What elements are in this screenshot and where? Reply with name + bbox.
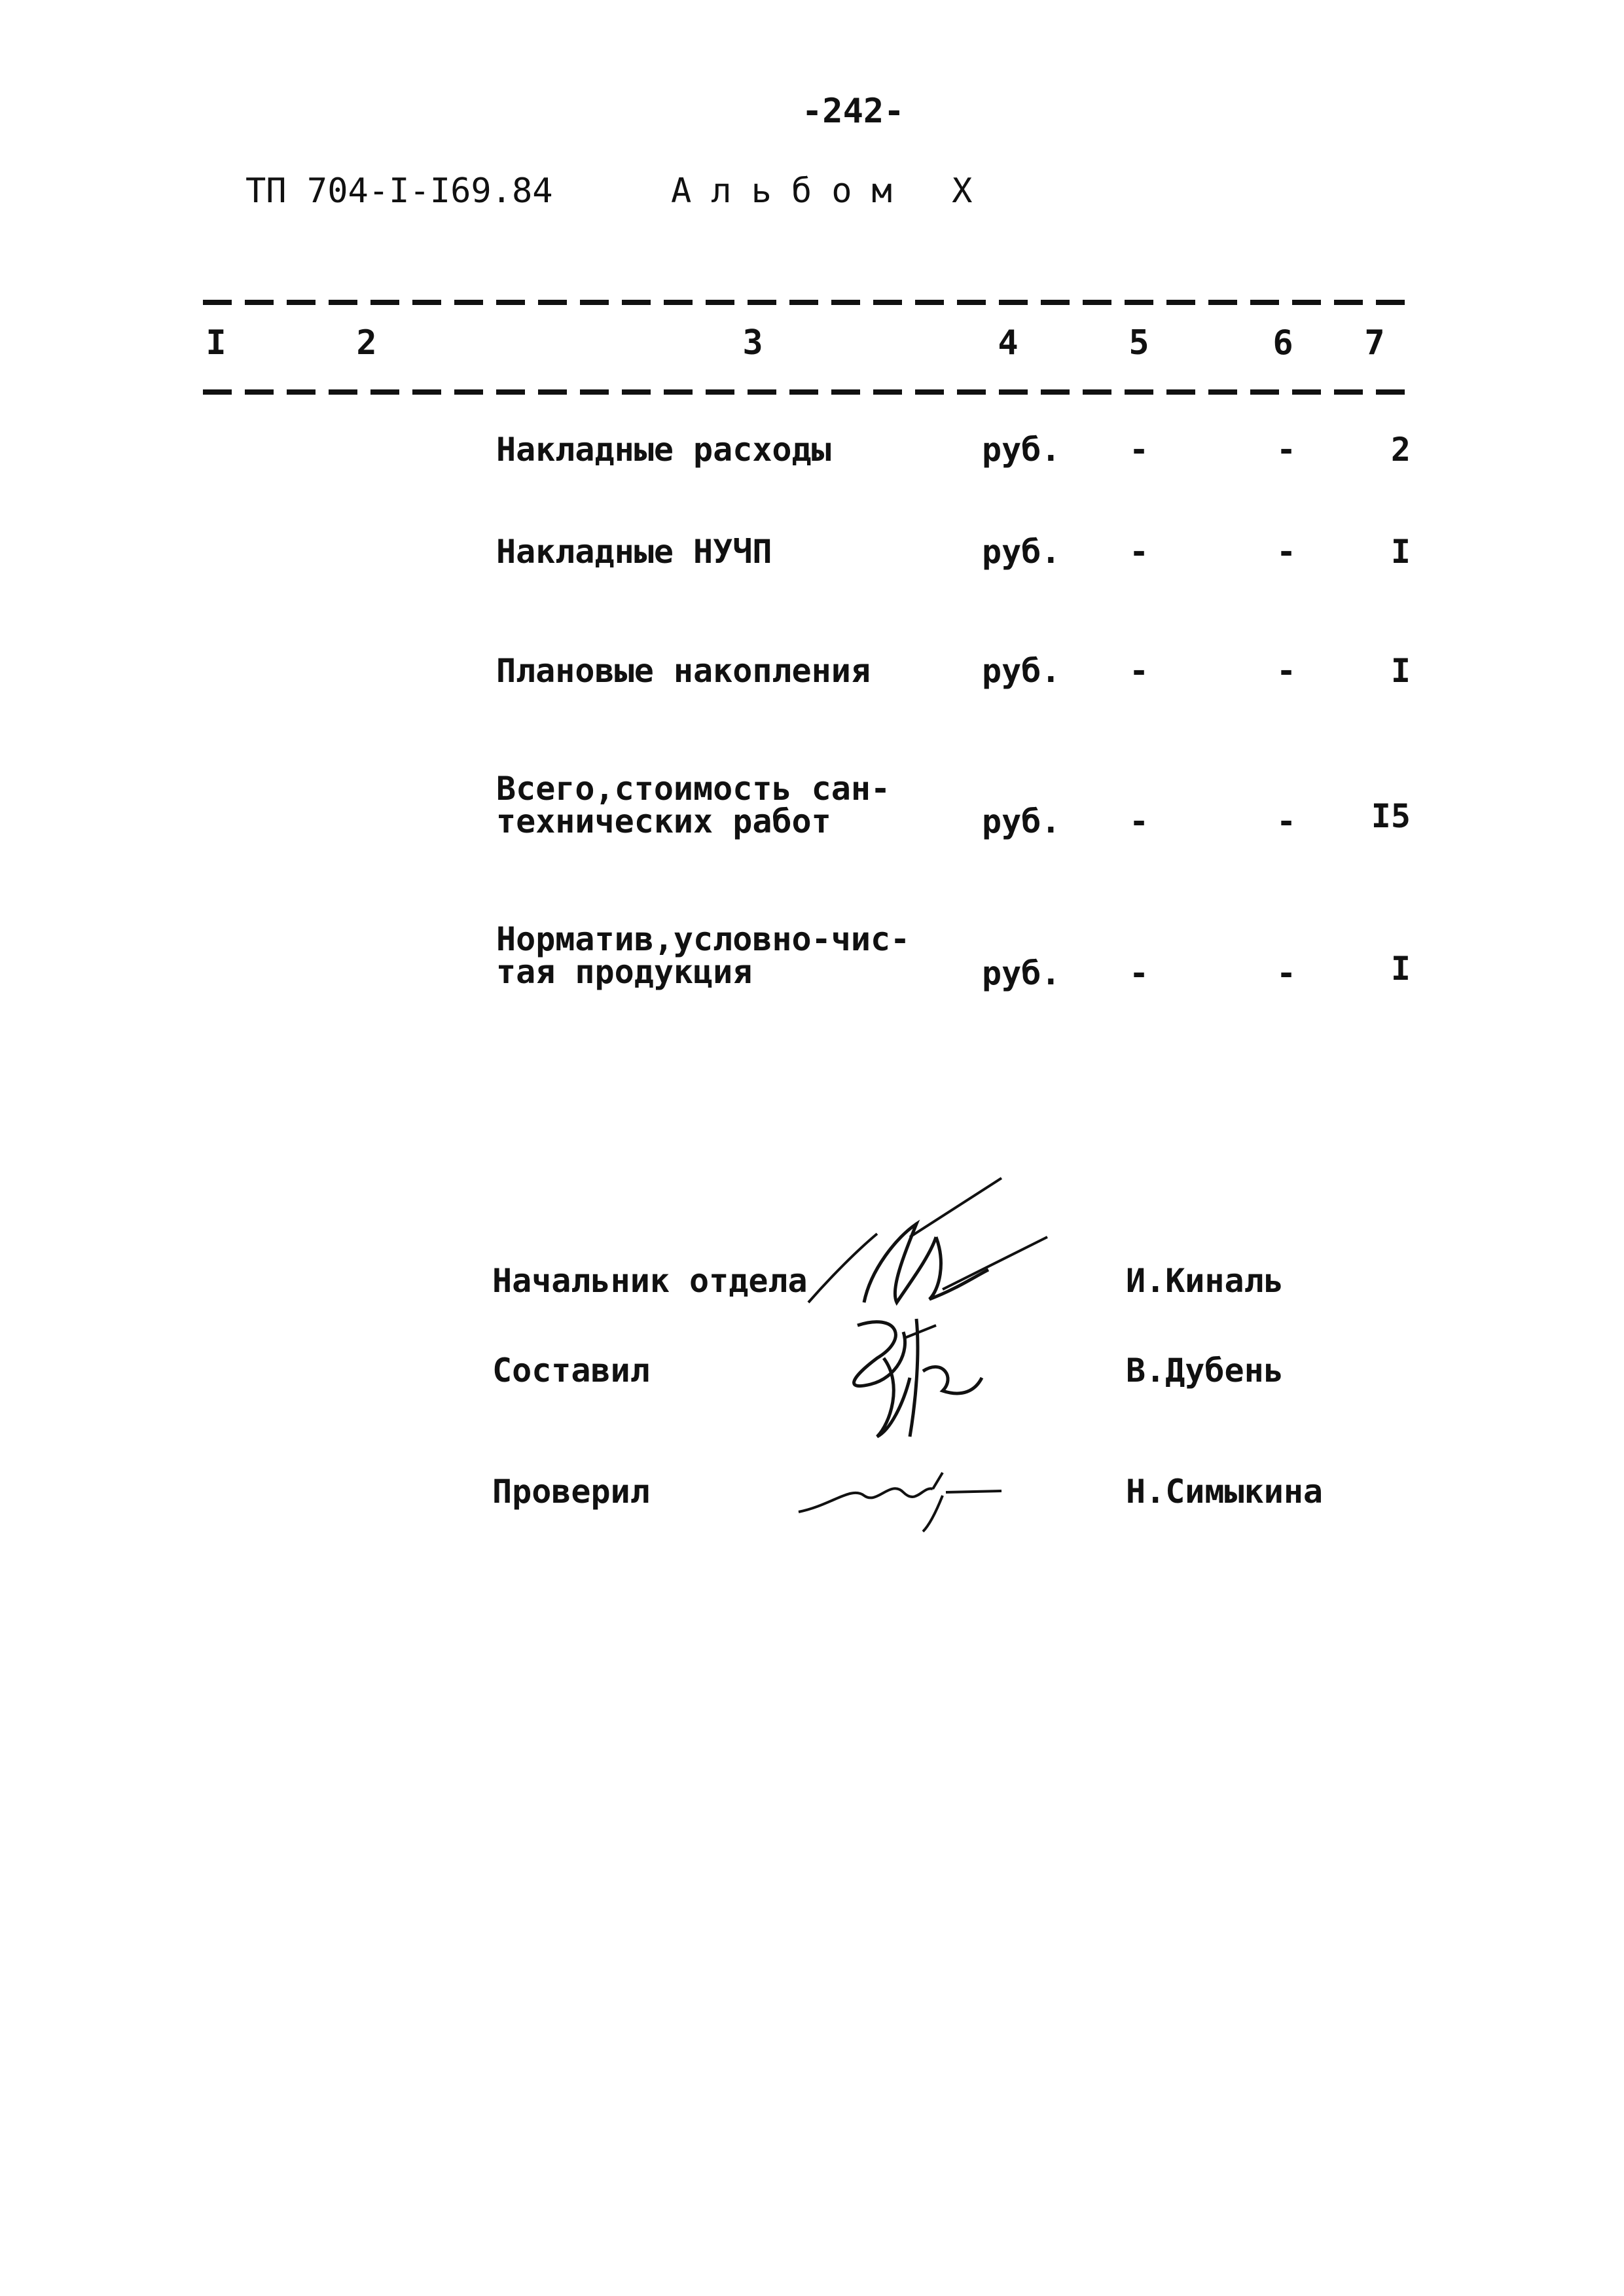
row-name: Плановые накопления (496, 652, 871, 690)
table-header-rule (203, 389, 1414, 395)
column-number-6: 6 (1272, 323, 1293, 363)
row-col5: - (1128, 802, 1149, 840)
row-col7: I (1390, 533, 1411, 571)
row-col6: - (1276, 431, 1297, 469)
column-number-5: 5 (1128, 323, 1149, 363)
page-number: -242- (802, 92, 905, 131)
row-col7: I5 (1371, 797, 1411, 835)
row-unit: руб. (982, 954, 1061, 992)
column-number-1: I (206, 323, 226, 363)
row-col7: 2 (1390, 431, 1411, 469)
signer-name: И.Киналь (1126, 1262, 1284, 1300)
signature-compiler (831, 1299, 995, 1456)
row-col6: - (1276, 954, 1297, 992)
column-number-2: 2 (356, 323, 377, 363)
row-col5: - (1128, 652, 1149, 690)
column-number-4: 4 (998, 323, 1019, 363)
row-unit: руб. (982, 533, 1061, 571)
row-name: Норматив,условно-чис- тая продукция (496, 920, 911, 991)
row-name: Всего,стоимость сан- технических работ (496, 770, 891, 840)
row-name: Накладные расходы (496, 431, 831, 469)
row-col5: - (1128, 431, 1149, 469)
table-top-rule (203, 300, 1414, 305)
row-col5: - (1128, 533, 1149, 571)
column-number-3: 3 (742, 323, 763, 363)
row-col6: - (1276, 802, 1297, 840)
row-col7: I (1390, 950, 1411, 988)
row-name: Накладные НУЧП (496, 533, 772, 571)
signer-name: В.Дубень (1126, 1352, 1284, 1390)
album-label: Альбом X (671, 171, 992, 211)
row-unit: руб. (982, 652, 1061, 690)
column-number-7: 7 (1364, 323, 1385, 363)
row-unit: руб. (982, 431, 1061, 469)
signer-role: Проверил (492, 1473, 650, 1511)
row-col7: I (1390, 652, 1411, 690)
signer-name: Н.Симыкина (1126, 1473, 1324, 1511)
signature-checker (792, 1460, 1008, 1538)
document-code: ТП 704-I-I69.84 (245, 171, 553, 211)
signer-role: Начальник отдела (492, 1262, 808, 1300)
signer-role: Составил (492, 1352, 650, 1390)
row-col5: - (1128, 954, 1149, 992)
row-col6: - (1276, 533, 1297, 571)
row-unit: руб. (982, 802, 1061, 840)
row-col6: - (1276, 652, 1297, 690)
